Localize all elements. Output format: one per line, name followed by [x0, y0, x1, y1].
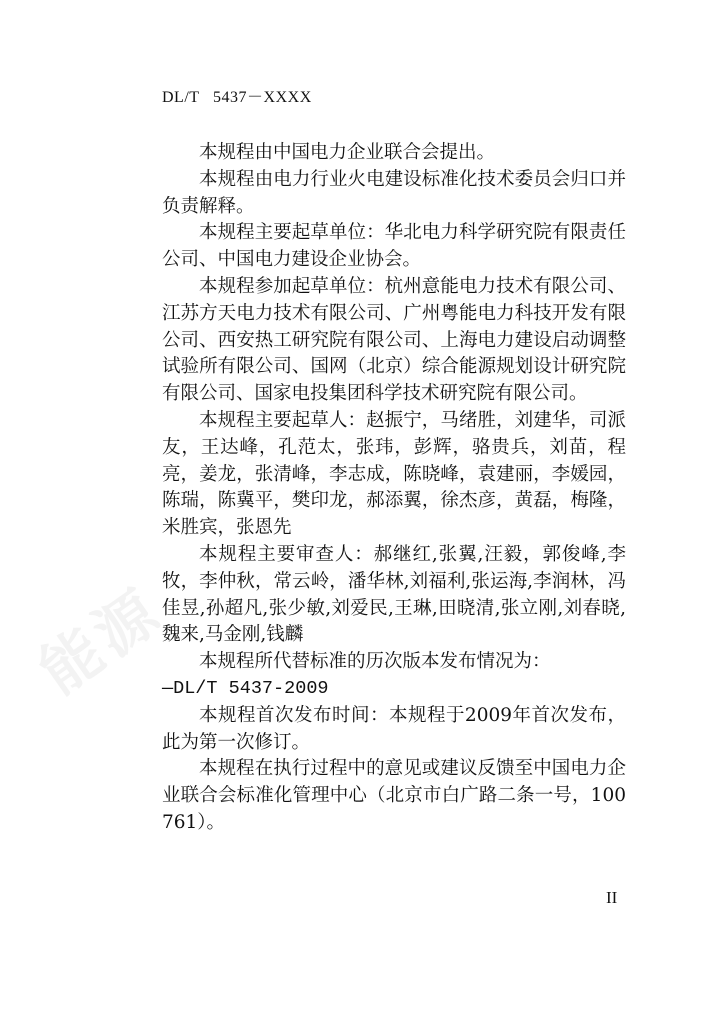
watermark: 能源 — [27, 574, 176, 708]
paragraph-main-drafting-units: 本规程主要起草单位：华北电力科学研究院有限责任公司、中国电力建设企业协会。 — [162, 222, 626, 271]
paragraph-participating-units: 本规程参加起草单位：杭州意能电力技术有限公司、江苏方天电力技术有限公司、广州粤能电力科技开发有限公司、西安热工研究院有限公司、上海电力建设启动调整试验所有限公司、国网（北京）综合能源规划设计研究院有限公司、国家电投集团科学技术研究院有限公司。 — [162, 275, 626, 405]
paragraph-responsible-committee: 本规程由电力行业火电建设标准化技术委员会归口并负责解释。 — [162, 168, 626, 217]
page-number: II — [606, 888, 618, 907]
paragraph-version-history: 本规程所代替标准的历次版本发布情况为： — [199, 651, 551, 673]
paragraph-main-drafters: 本规程主要起草人：赵振宁，马绪胜，刘建华，司派友，王达峰，孔范太，张玮，彭辉，骆贵兵，刘苗，程亮，姜龙，张清峰，李志成，陈晓峰，袁建丽，李媛园，陈瑞，陈冀平，樊印龙，郝添翼，徐杰彦，黄磊，梅隆，米胜宾，张恩先 — [162, 409, 626, 539]
standard-code-header: DL/T 5437－XXXX — [162, 89, 312, 106]
previous-version-entry: —DL/T 5437-2009 — [162, 677, 329, 699]
paragraph-main-reviewers: 本规程主要审查人：郝继红,张翼,汪毅，郭俊峰,李牧，李仲秋，常云岭，潘华林,刘福利,张运海,李润林，冯佳昱,孙超凡,张少敏,刘爱民,王琳,田晓清,张立刚,刘春晓,魏来,马金刚,钱麟 — [162, 543, 626, 646]
paragraph-proposer: 本规程由中国电力企业联合会提出。 — [199, 142, 496, 163]
paragraph-feedback-address: 本规程在执行过程中的意见或建议反馈至中国电力企业联合会标准化管理中心（北京市白广路二条一号，100761）。 — [162, 758, 626, 833]
paragraph-first-release: 本规程首次发布时间：本规程于2009年首次发布，此为第一次修订。 — [162, 704, 626, 753]
foreword-body — [162, 140, 626, 837]
